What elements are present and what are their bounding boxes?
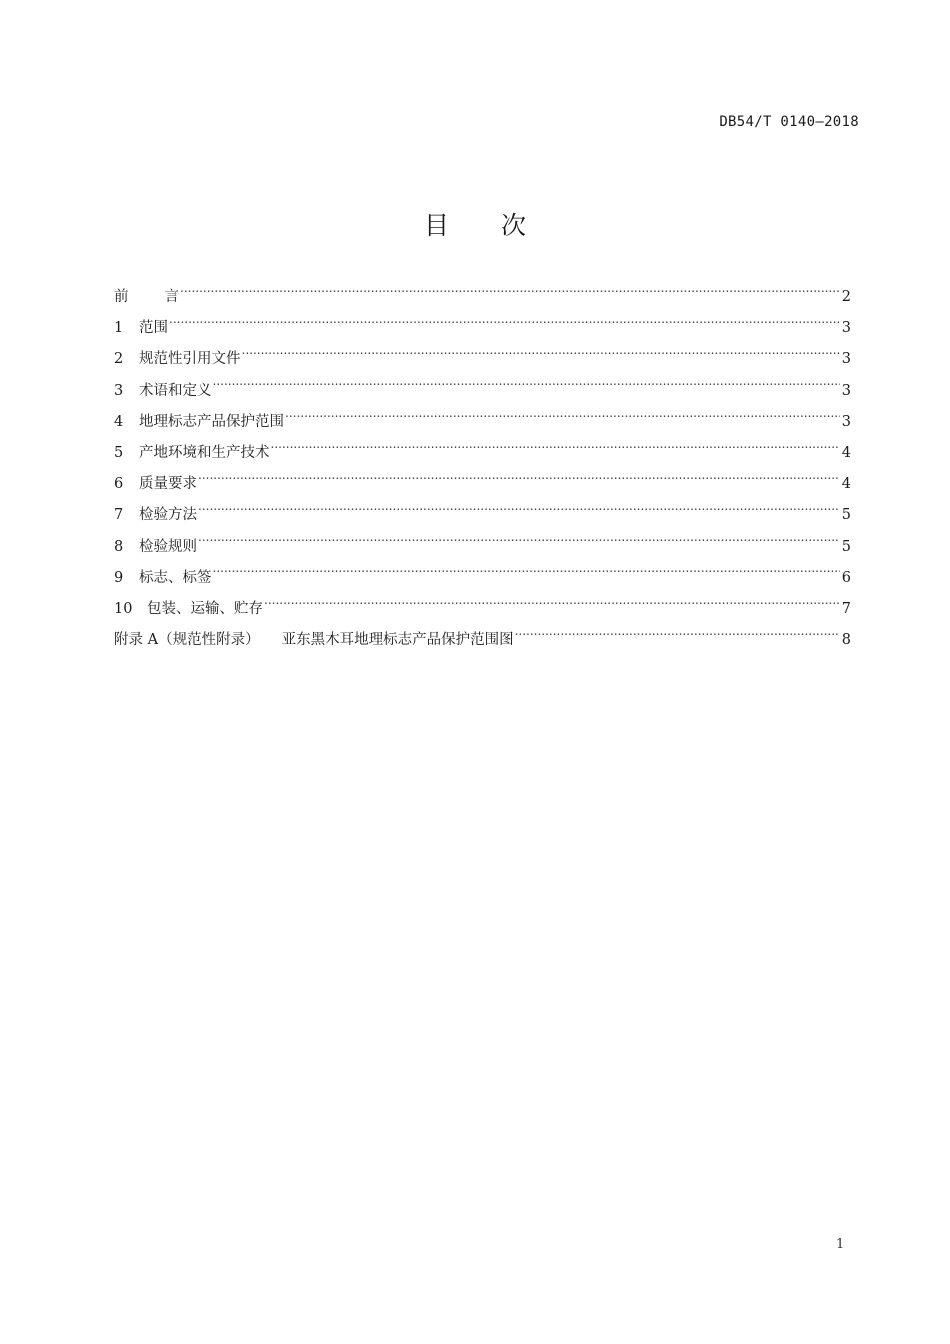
toc-entry-scope[interactable]: [114, 313, 851, 344]
toc-entry-test-methods[interactable]: [114, 500, 851, 531]
toc-entry-label: 检验方法: [139, 507, 197, 524]
toc-entry-number: 5: [114, 444, 124, 461]
toc-entry-page: 7: [841, 600, 851, 617]
toc-leader-dots: [271, 442, 841, 457]
toc-entry-terms-definitions[interactable]: [114, 376, 851, 407]
toc-entry-label: 质量要求: [139, 476, 197, 493]
page-number: 1: [836, 1237, 845, 1252]
toc-entry-label: 检验规则: [139, 538, 197, 555]
toc-title: [0, 206, 950, 242]
toc-leader-dots: [285, 411, 840, 426]
toc-leader-dots: [198, 474, 840, 489]
toc-entry-number: 6: [114, 476, 124, 493]
toc-entry-page: 3: [841, 351, 851, 368]
toc-leader-dots: [180, 287, 840, 302]
toc-leader-dots: [242, 349, 841, 364]
toc-title-part2: 次: [501, 211, 527, 240]
toc-entry-page: 5: [841, 507, 851, 524]
toc-entry-number: 8: [114, 538, 124, 555]
toc-entry-foreword[interactable]: [114, 282, 851, 313]
toc-leader-dots: [264, 598, 840, 613]
toc-entry-label: 标志、标签: [139, 569, 212, 586]
toc-entry-number: 2: [114, 351, 124, 368]
toc-entry-label: 规范性引用文件: [139, 351, 241, 368]
toc-entry-protection-scope[interactable]: [114, 407, 851, 438]
toc-entry-number: 10: [114, 600, 133, 617]
toc-entry-page: 2: [841, 289, 851, 305]
toc-entry-label: 包装、运输、贮存: [147, 600, 263, 617]
toc-entry-label: 范围: [139, 320, 168, 337]
toc-entry-page: 8: [841, 632, 851, 649]
toc-entry-label: 前 言: [114, 289, 179, 305]
toc-leader-dots: [169, 318, 840, 333]
toc-entry-number: 1: [114, 320, 124, 337]
toc-leader-dots: [198, 505, 840, 520]
toc-entry-number: 3: [114, 382, 124, 399]
toc-entry-packaging-storage[interactable]: [114, 594, 851, 625]
toc-entry-inspection-rules[interactable]: [114, 532, 851, 563]
toc-leader-dots: [515, 630, 840, 645]
toc-entry-label: 产地环境和生产技术: [139, 444, 270, 461]
toc-entry-appendix-a[interactable]: [114, 625, 851, 656]
toc-entry-page: 6: [841, 569, 851, 586]
toc-entry-page: 3: [841, 413, 851, 430]
toc-entry-number: 4: [114, 413, 124, 430]
toc-entry-page: 3: [841, 382, 851, 399]
toc-entry-quality-requirements[interactable]: [114, 469, 851, 500]
toc-title-part1: 目: [423, 211, 449, 240]
toc-entry-number: 9: [114, 569, 124, 586]
toc-entry-normative-references[interactable]: [114, 344, 851, 375]
toc-entry-label: 附录 A（规范性附录） 亚东黑木耳地理标志产品保护范围图: [114, 632, 514, 649]
toc-entry-production-environment[interactable]: [114, 438, 851, 469]
toc-entry-number: 7: [114, 507, 124, 524]
toc-leader-dots: [213, 380, 841, 395]
toc-entry-marks-labels[interactable]: [114, 563, 851, 594]
toc-entry-label: 术语和定义: [139, 382, 212, 399]
table-of-contents: [114, 282, 851, 656]
toc-entry-page: 3: [841, 320, 851, 337]
toc-entry-page: 4: [841, 444, 851, 461]
toc-leader-dots: [198, 536, 840, 551]
document-code: DB54/T 0140—2018: [719, 114, 859, 130]
toc-entry-page: 5: [841, 538, 851, 555]
toc-leader-dots: [213, 567, 841, 582]
toc-entry-page: 4: [841, 476, 851, 493]
toc-entry-label: 地理标志产品保护范围: [139, 413, 284, 430]
